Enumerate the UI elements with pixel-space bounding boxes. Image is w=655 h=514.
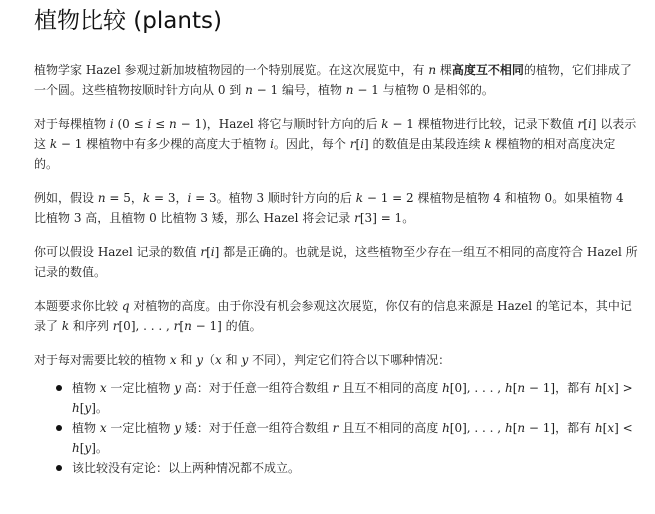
bullet-icon xyxy=(56,465,62,471)
list-item: 该比较没有定论：以上两种情况都不成立。 xyxy=(72,458,639,478)
paragraph-example: 例如，假设 n = 5，k = 3，i = 3。植物 3 顺时针方向的后 k − 1 = 2 棵植物是植物 4 和植物 0。如果植物 4 比植物 3 高，且植物 0 比植物 3 矮，那么 Hazel 将会记录 r[3] = 1。 xyxy=(34,191,624,225)
bullet-icon xyxy=(56,385,62,391)
list-item: 植物 x 一定比植物 y 矮：对于任意一组符合数组 r 且互不相同的高度 h[0], . . . , h[n − 1]，都有 h[x] < h[y]。 xyxy=(72,418,639,458)
paragraph-assumption: 你可以假设 Hazel 记录的数值 r[i] 都是正确的。也就是说，这些植物至少存在一组互不相同的高度符合 Hazel 所记录的数值。 xyxy=(34,245,638,279)
paragraph-comparison-rule: 对于每棵植物 i (0 ≤ i ≤ n − 1)，Hazel 将它与顺时针方向的后 k − 1 棵植物进行比较，记录下数值 r[i] 以表示这 k − 1 棵植物中有多少棵的高度大于植物 i。因此，每个 r[i] 的数值是由某段连续 k 棵植物的相对高度决定的。 xyxy=(34,117,637,171)
case-list xyxy=(34,378,639,478)
paragraph-task: 本题要求你比较 q 对植物的高度。由于你没有机会参观这次展览，你仅有的信息来源是 Hazel 的笔记本，其中记录了 k 和序列 r[0], . . . , r[n − 1] 的值。 xyxy=(34,299,632,333)
list-item: 植物 x 一定比植物 y 高：对于任意一组符合数组 r 且互不相同的高度 h[0], . . . , h[n − 1]，都有 h[x] > h[y]。 xyxy=(72,378,639,418)
page-title: 植物比较 (plants) xyxy=(34,8,222,34)
bullet-icon xyxy=(56,425,62,431)
paragraph-intro: 植物学家 Hazel 参观过新加坡植物园的一个特别展览。在这次展览中，有 n 棵高度互不相同的植物，它们排成了一个圆。这些植物按顺时针方向从 0 到 n − 1 编号，植物 n − 1 与植物 0 是相邻的。 xyxy=(34,63,632,97)
paragraph-query: 对于每对需要比较的植物 x 和 y（x 和 y 不同），判定它们符合以下哪种情况： xyxy=(34,353,451,367)
